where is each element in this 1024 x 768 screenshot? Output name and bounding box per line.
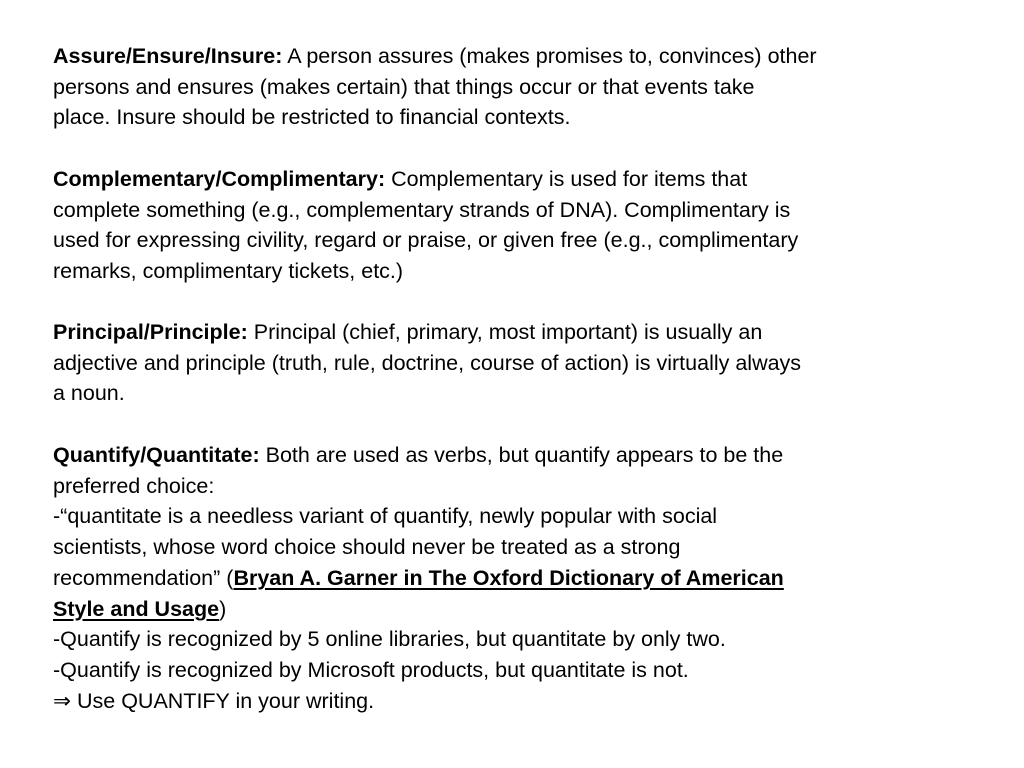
bullet-text: -Quantify is recognized by Microsoft products, but quantitate is not. (53, 657, 689, 682)
line (53, 317, 963, 348)
line (53, 164, 963, 195)
definition-text: used for expressing civility, regard or praise, or given free (e.g., complimentary (53, 228, 799, 253)
definition-text: complete something (e.g., complementary strands of DNA). Complimentary is (53, 197, 791, 222)
definition-text: Complementary is used for items that (385, 167, 748, 191)
bullet-text: -Quantify is recognized by 5 online libraries, but quantitate by only two. (53, 627, 726, 652)
conclusion-text: ⇒ Use QUANTIFY in your writing. (53, 688, 375, 713)
term-heading: Complementary/Complimentary: (53, 167, 386, 191)
citation-link[interactable]: Style and Usage (53, 596, 220, 621)
definition-text: place. Insure should be restricted to financial contexts. (53, 105, 571, 130)
quote-text: scientists, whose word choice should never be treated as a strong (53, 535, 681, 560)
definition-text: a noun. (53, 381, 125, 406)
entry-complementary-complimentary (53, 164, 963, 287)
line (53, 594, 963, 625)
entry-principal-principle (53, 317, 963, 409)
definition-text: preferred choice: (53, 473, 215, 498)
definition-text: A person assures (makes promises to, convinces) other (282, 44, 817, 68)
entry-assure-ensure-insure (53, 41, 963, 133)
definition-text: persons and ensures (makes certain) that things occur or that events take (53, 74, 755, 99)
quote-text: -“quantitate is a needless variant of quantify, newly popular with social (53, 504, 718, 529)
definition-text: Principal (chief, primary, most important) is usually an (247, 320, 763, 344)
line (53, 41, 963, 72)
quote-text: recommendation” ( (53, 565, 234, 590)
definition-text: adjective and principle (truth, rule, doctrine, course of action) is virtually always (53, 350, 802, 375)
term-heading: Quantify/Quantitate: (53, 443, 260, 467)
definition-text: Both are used as verbs, but quantify appears to be the (259, 443, 784, 467)
term-heading: Principal/Principle: (53, 320, 248, 344)
line (53, 440, 963, 471)
line (53, 563, 963, 594)
entry-quantify-quantitate (53, 440, 963, 716)
closing-paren: ) (219, 596, 227, 621)
citation-link[interactable]: Bryan A. Garner in The Oxford Dictionary of American (233, 565, 784, 590)
term-heading: Assure/Ensure/Insure: (53, 44, 283, 68)
definition-text: remarks, complimentary tickets, etc.) (53, 259, 404, 284)
